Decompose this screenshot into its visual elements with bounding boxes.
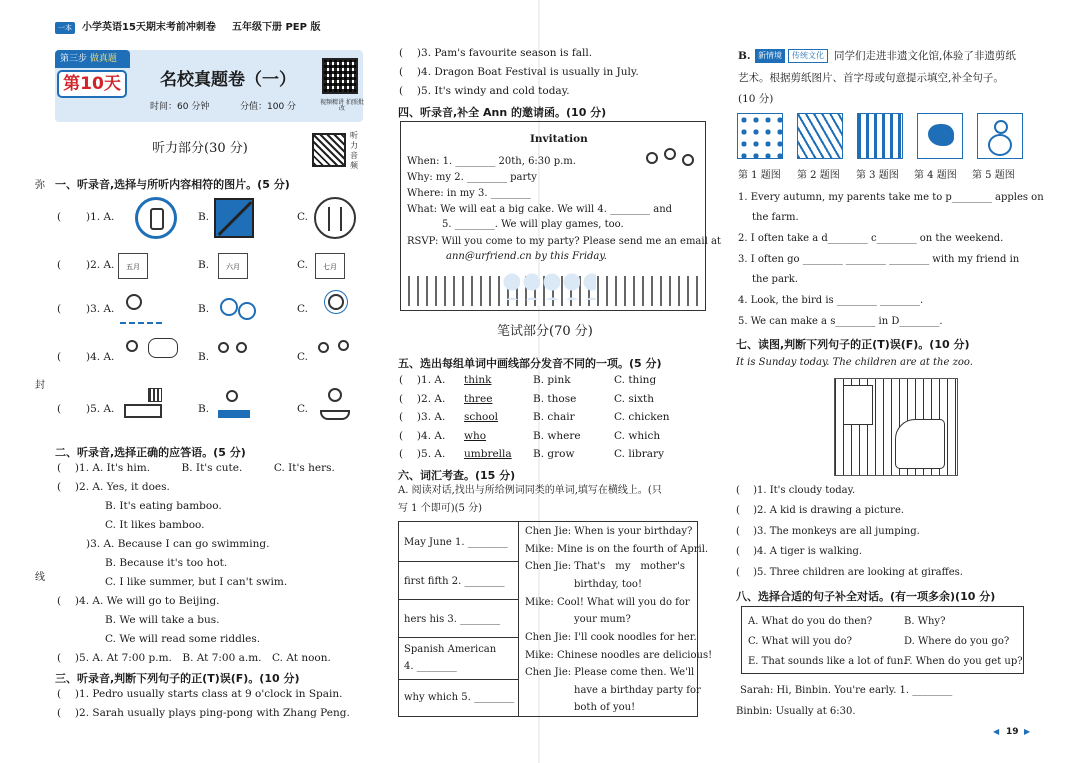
day-number-badge: 第10天 (57, 70, 127, 98)
calendar-june-label: 六月 (226, 263, 240, 271)
p1-q1-c: C. (297, 211, 308, 223)
invitation-line-3: Where: in my 3. ________ (407, 188, 531, 199)
dialog-line-11: both of you! (574, 702, 636, 713)
p3-item-5: ( )5. It's windy and cold today. (399, 85, 570, 97)
p3-item-3: ( )3. Pam's favourite season is fall. (399, 47, 593, 59)
page-number: 19 (1006, 727, 1019, 737)
p1-q3-c: C. (297, 303, 308, 315)
p2-item-4: C. It likes bamboo. (105, 519, 205, 531)
invitation-line-4: What: We will eat a big cake. We will 4. ________ and (407, 204, 673, 215)
p1-q2-label: )2. A. (86, 259, 115, 271)
boy-cooking-image (314, 386, 360, 426)
option-d: D. Where do you go? (904, 636, 1010, 647)
p1-q3-b: B. (198, 303, 210, 315)
p1-q5-c: C. (297, 403, 308, 415)
part5-title: 五、选出每组单词中画线部分发音不同的一项。(5 分) (398, 357, 662, 370)
p5-row3-a: school (464, 411, 499, 423)
vocab-table-divider (518, 521, 519, 717)
one-way-sign-icon (314, 197, 356, 239)
p1-q3-label: )3. A. (86, 303, 115, 315)
vocab-row-line (398, 637, 518, 638)
calendar-july-label: 七月 (323, 263, 337, 271)
listening-title: 听力部分(30 分) (152, 141, 248, 156)
qr-code[interactable] (322, 58, 358, 94)
next-page-arrow-icon[interactable]: ▶ (1024, 727, 1031, 736)
p2-item-1: ( )1. A. It's him. B. It's cute. C. It's hers. (57, 462, 335, 474)
kids-playing-image (214, 338, 256, 370)
part7-intro: It is Sunday today. The children are at the zoo. (736, 357, 973, 368)
papercut-bird-image (917, 113, 963, 159)
p2-item-11: ( )5. A. At 7:00 p.m. B. At 7:00 a.m. C. At noon. (57, 652, 331, 664)
dialog-line-10: have a birthday party for (574, 685, 701, 696)
vocab-left-1: May June 1. ________ (404, 537, 508, 548)
vocab-row-line (398, 561, 518, 562)
p5-row4-b: B. where (533, 430, 581, 442)
invitation-line-5: 5. ________. We will play games, too. (442, 219, 624, 230)
dialog-line-2: Mike: Mine is on the fourth of April. (525, 544, 709, 555)
kid-bed-image (120, 386, 168, 424)
qr-caption: 视频精讲 拍照批改 (320, 99, 364, 112)
test-time: 时间：60 分钟 (150, 102, 210, 112)
dialog-binbin: Binbin: Usually at 6:30. (736, 706, 856, 717)
p1-q5-b: B. (198, 403, 210, 415)
day-step: 第三步 (60, 54, 88, 64)
p2-item-8: ( )4. A. We will go to Beijing. (57, 595, 220, 607)
p1-q4-b: B. (198, 351, 210, 363)
part8-title: 八、选择合适的句子补全对话。(有一项多余)(10 分) (736, 590, 996, 603)
p1-q2-bracket: ( (57, 259, 62, 271)
balloons-illustration (500, 270, 596, 300)
part7-title: 七、读图,判断下列句子的正(T)误(F)。(10 分) (736, 338, 970, 351)
p5-row5-num: ( )5. A. (399, 448, 446, 460)
part2-title: 二、听录音,选择正确的应答语。(5 分) (55, 446, 246, 459)
p2-item-6: B. Because it's too hot. (105, 557, 228, 569)
p1-q4-c: C. (297, 351, 308, 363)
papercut-caption-5: 第 5 题图 (972, 170, 1015, 181)
papercut-picking-apples-image (737, 113, 783, 159)
p5-row1-num: ( )1. A. (399, 374, 446, 386)
listening-qr-code[interactable] (312, 133, 346, 167)
p7-item-1: ( )1. It's cloudy today. (736, 485, 856, 496)
listening-qr-label: 听力音频 (350, 131, 358, 170)
invitation-line-1: When: 1. ________ 20th, 6:30 p.m. (407, 156, 576, 167)
p5-row2-a: three (464, 393, 493, 405)
p7-item-5: ( )5. Three children are looking at giraffes. (736, 567, 963, 578)
p1-q1-bracket: ( (57, 211, 62, 223)
test-title: 名校真题卷（一） (160, 70, 296, 90)
p5-row3-b: B. chair (533, 411, 575, 423)
option-e: E. That sounds like a lot of fun. (748, 656, 907, 667)
invitation-line-2: Why: my 2. ________ party (407, 172, 537, 183)
part6b-item-4: 4. Look, the bird is ________ ________. (738, 295, 924, 306)
new-context-tag: 新情境 (755, 49, 785, 63)
day-step-tab (55, 50, 130, 68)
papercut-caption-1: 第 1 题图 (738, 170, 781, 181)
flowers-scene-image (216, 292, 262, 324)
option-a: A. What do you do then? (748, 616, 873, 627)
p5-row2-b: B. those (533, 393, 577, 405)
p3-item-4: ( )4. Dragon Boat Festival is usually in July. (399, 66, 639, 78)
header-title: 小学英语15天期末考前冲刺卷 (82, 22, 216, 33)
p5-row2-c: C. sixth (614, 393, 654, 405)
part3-title: 三、听录音,判断下列句子的正(T)误(F)。(10 分) (55, 672, 300, 685)
prev-page-arrow-icon[interactable]: ◀ (993, 727, 1000, 736)
part6b-item-5: 5. We can make a s________ in D________. (738, 316, 943, 327)
p1-q4-label: )4. A. (86, 351, 115, 363)
part6b-intro-2: 艺术。根据剪纸图片、首字母或句意提示填空,补全句子。 (738, 72, 1004, 84)
zoo-scene-image (834, 378, 958, 476)
p2-item-9: B. We will take a bus. (105, 614, 220, 626)
p1-q4-bracket: ( (57, 351, 62, 363)
p1-q2-c: C. (297, 259, 308, 271)
margin-mark-1: 弥 (35, 180, 45, 191)
dialog-sarah: Sarah: Hi, Binbin. You're early. 1. ________ (740, 685, 953, 696)
vocab-row-line (398, 679, 518, 680)
papercut-dancing-image (797, 113, 843, 159)
girl-reading-image (214, 388, 256, 424)
dancing-kids-illustration (640, 146, 700, 190)
p1-q1-b: B. (198, 211, 210, 223)
p5-row4-num: ( )4. A. (399, 430, 446, 442)
header-logo: 一本 (55, 22, 75, 34)
dialog-line-5: Mike: Cool! What will you do for (525, 597, 690, 608)
traditional-culture-tag: 传统文化 (788, 49, 828, 63)
p5-row5-a: umbrella (464, 448, 512, 460)
p1-q5-label: )5. A. (86, 403, 115, 415)
p7-item-3: ( )3. The monkeys are all jumping. (736, 526, 920, 537)
dialog-line-7: Chen Jie: I'll cook noodles for her. (525, 632, 697, 643)
kids-talking-image (314, 338, 356, 370)
dialog-line-4: birthday, too! (574, 579, 642, 590)
p5-row1-b: B. pink (533, 374, 571, 386)
p3-item-2: ( )2. Sarah usually plays ping-pong with Zhang Peng. (57, 707, 350, 719)
p1-q2-b: B. (198, 259, 210, 271)
part6-sub-a2: 写 1 个即可)(5 分) (398, 503, 482, 514)
option-b: B. Why? (904, 616, 946, 627)
p1-q5-bracket: ( (57, 403, 62, 415)
writing-title: 笔试部分(70 分) (497, 324, 593, 339)
papercut-caption-3: 第 3 题图 (856, 170, 899, 181)
part6b-item-2: 2. I often take a d________ c________ on the weekend. (738, 233, 1004, 244)
girl-drawing-image (122, 336, 182, 370)
papercut-caption-4: 第 4 题图 (914, 170, 957, 181)
part1-title: 一、听录音,选择与所听内容相符的图片。(5 分) (55, 178, 290, 191)
p2-item-5: )3. A. Because I can go swimming. (86, 538, 270, 550)
part6b-intro-1: 同学们走进非遗文化馆,体验了非遗剪纸 (834, 50, 1016, 62)
invitation-line-6: RSVP: Will you come to my party? Please send me an email at (407, 236, 721, 247)
p5-row5-b: B. grow (533, 448, 575, 460)
dialog-line-1: Chen Jie: When is your birthday? (525, 526, 693, 537)
no-photo-icon (135, 197, 177, 239)
p5-row4-c: C. which (614, 430, 661, 442)
invitation-title: Invitation (530, 133, 588, 145)
p1-q1-label: )1. A. (86, 211, 115, 223)
vocab-left-4: Spanish American (404, 644, 497, 655)
p2-item-7: C. I like summer, but I can't swim. (105, 576, 288, 588)
vocab-left-2: first fifth 2. ________ (404, 576, 505, 587)
header-grade: 五年级下册 PEP 版 (232, 22, 321, 33)
p7-item-2: ( )2. A kid is drawing a picture. (736, 505, 905, 516)
vocab-left-3: hers his 3. ________ (404, 614, 501, 625)
part6b-item-3: 3. I often go ________ ________ ________ with my friend in (738, 254, 1020, 265)
calendar-july-icon (315, 253, 345, 279)
p7-item-4: ( )4. A tiger is walking. (736, 546, 863, 557)
papercut-snowman-image (977, 113, 1023, 159)
margin-mark-2: 封 (35, 380, 45, 391)
p5-row5-c: C. library (614, 448, 665, 460)
p5-row1-c: C. thing (614, 374, 657, 386)
p5-row2-num: ( )2. A. (399, 393, 446, 405)
part6b-label: B. (738, 50, 751, 62)
p3-item-1: ( )1. Pedro usually starts class at 9 o'clock in Spain. (57, 688, 343, 700)
p5-row3-c: C. chicken (614, 411, 670, 423)
p2-item-10: C. We will read some riddles. (105, 633, 261, 645)
vocab-row-line (398, 599, 518, 600)
calendar-june-icon (218, 253, 248, 279)
calendar-may-icon (118, 253, 148, 279)
part6-title: 六、词汇考查。(15 分) (398, 469, 516, 482)
day-step-label: 做真题 (89, 54, 117, 64)
hot-sun-scene-image (314, 290, 356, 326)
test-score: 分值：100 分 (240, 102, 297, 112)
option-c: C. What will you do? (748, 636, 852, 647)
p5-row4-a: who (464, 430, 487, 442)
no-entry-sign-icon (214, 198, 254, 238)
p5-row1-a: think (464, 374, 492, 386)
option-f: F. When do you get up? (904, 656, 1023, 667)
dialog-line-8: Mike: Chinese noodles are delicious! (525, 650, 713, 661)
dialog-line-3: Chen Jie: That's my mother's (525, 561, 685, 572)
part6-sub-a: A. 阅读对话,找出与所给例词同类的单词,填写在横线上。(只 (398, 485, 662, 496)
margin-mark-3: 线 (35, 572, 45, 583)
part6b-item-1b: the farm. (752, 212, 799, 223)
vocab-left-5: 4. ________ (404, 661, 457, 672)
vocab-left-6: why which 5. ________ (404, 692, 514, 703)
part6b-item-1: 1. Every autumn, my parents take me to p________ apples on (738, 192, 1044, 203)
dialog-line-6: your mum? (574, 614, 631, 625)
p2-item-3: B. It's eating bamboo. (105, 500, 222, 512)
part6b-item-3b: the park. (752, 274, 798, 285)
papercut-kids-image (857, 113, 903, 159)
p2-item-2: ( )2. A. Yes, it does. (57, 481, 170, 493)
part6b-score: (10 分) (738, 93, 774, 105)
part4-title: 四、听录音,补全 Ann 的邀请函。(10 分) (398, 106, 607, 119)
calendar-may-label: 五月 (126, 263, 140, 271)
papercut-caption-2: 第 2 题图 (797, 170, 840, 181)
invitation-line-7: ann@urfriend.cn by this Friday. (446, 251, 607, 262)
swimming-scene-image (120, 290, 162, 324)
p1-q3-bracket: ( (57, 303, 62, 315)
dialog-line-9: Chen Jie: Please come then. We'll (525, 667, 695, 678)
p5-row3-num: ( )3. A. (399, 411, 446, 423)
